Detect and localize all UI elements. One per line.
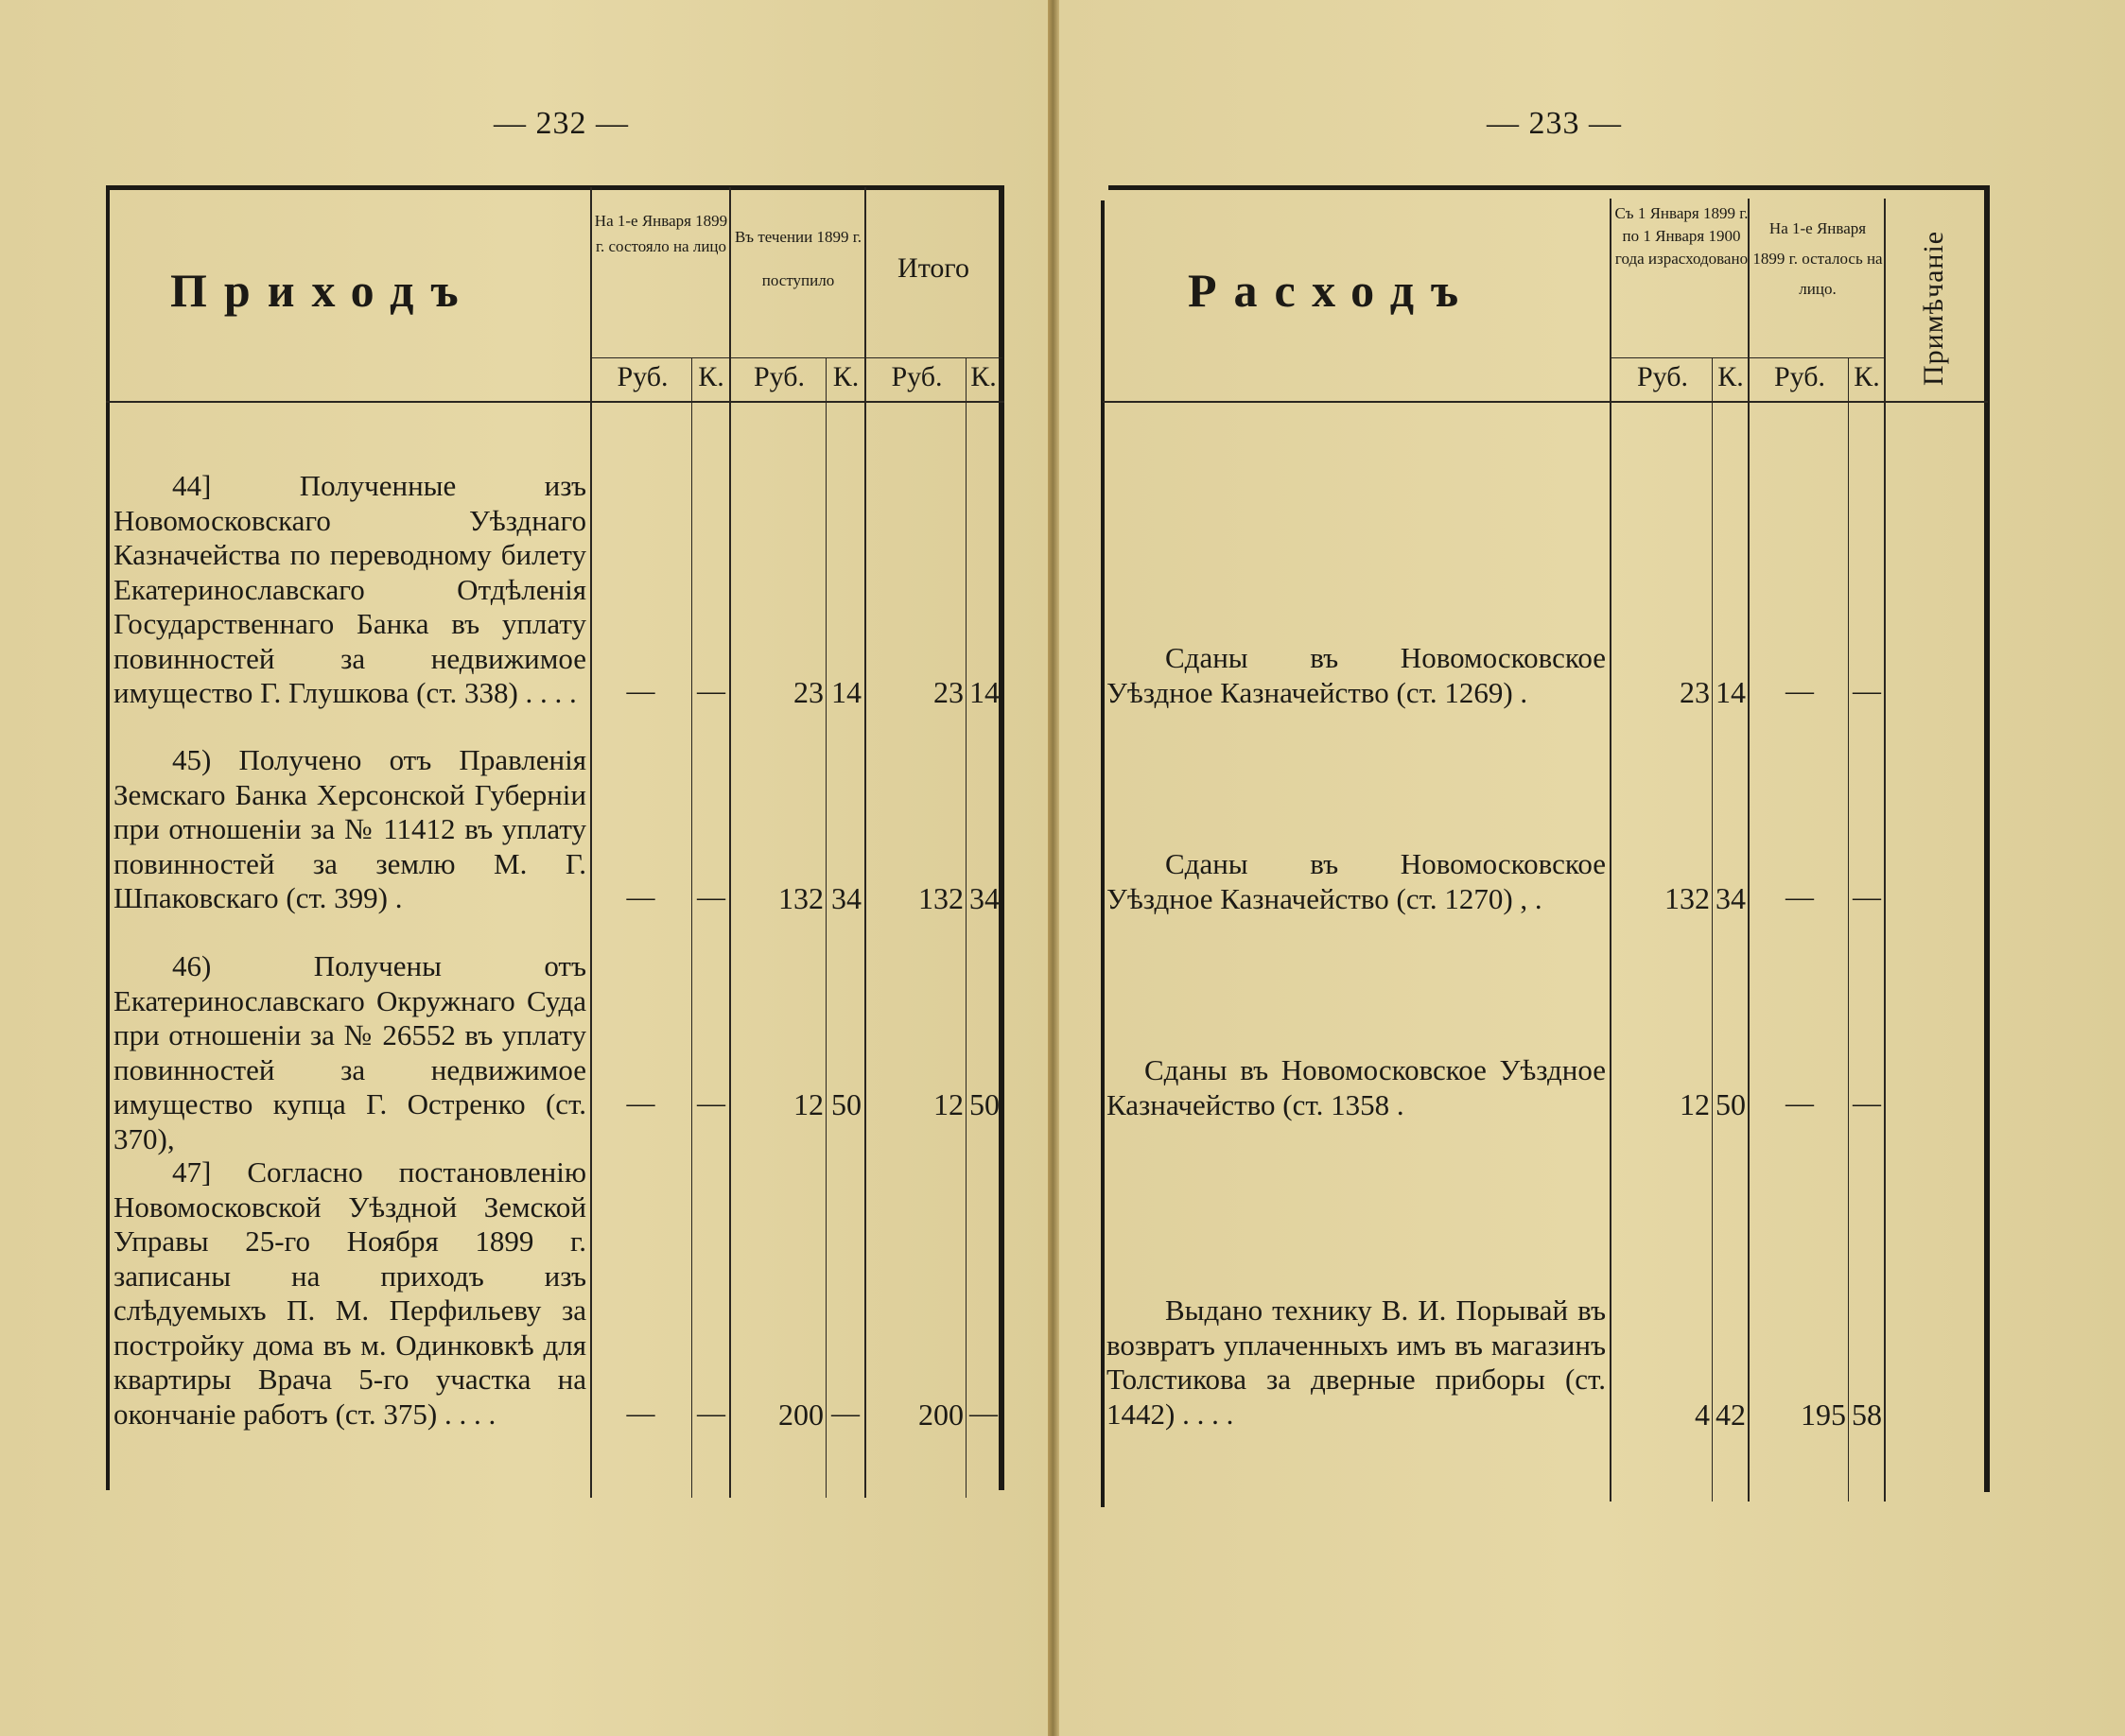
cell-start-rub: — — [626, 1397, 655, 1429]
cell-spent-kop: 42 — [1716, 1397, 1746, 1432]
expense-entry-text: Выдано технику В. И. Порывай въ возвратъ уплаченныхъ имъ въ магазинъ Толстикова за дверные приборы (ст. 1442) . . . . — [1106, 1293, 1606, 1431]
unit-rub: Руб. — [891, 361, 943, 392]
table-left-rule — [1101, 200, 1105, 1507]
cell-rem-kop: — — [1853, 1087, 1881, 1119]
table-top-rule — [106, 185, 1004, 190]
income-title: Приходъ — [170, 264, 476, 317]
cell-start-rub: — — [626, 675, 655, 706]
income-entry-text: 46) Получены отъ Екатеринославскаго Окружнаго Суда при отношеніи за № 26552 въ уплату повинностей за недвижимое имущество купца Г. Остренко (ст. 370), — [113, 949, 586, 1155]
col-sep — [691, 357, 692, 1498]
header-received: Въ течении 1899 г. поступило — [734, 228, 862, 289]
col-sep — [729, 187, 731, 1498]
col-sep — [1610, 199, 1611, 1502]
unit-kop: К. — [1854, 361, 1880, 392]
unit-rub: Руб. — [617, 361, 669, 392]
header-notes: Примѣчаніе — [1918, 230, 1949, 386]
cell-spent-rub: 12 — [1680, 1087, 1710, 1121]
header-balance-start: На 1-е Января 1899 г. состояло на лицо — [594, 212, 728, 255]
cell-spent-kop: 14 — [1716, 675, 1746, 709]
cell-start-kop: — — [697, 881, 725, 912]
cell-rem-rub: — — [1785, 675, 1814, 706]
header-total: Итого — [897, 252, 969, 284]
cell-total-rub: 23 — [933, 675, 964, 709]
cell-rem-rub: — — [1785, 881, 1814, 912]
cell-recv-kop: 34 — [831, 881, 862, 915]
cell-recv-kop: 50 — [831, 1087, 862, 1121]
cell-start-kop: — — [697, 1087, 725, 1119]
page-number-right: — 233 — — [1487, 106, 1622, 141]
units-rule — [1610, 357, 1884, 358]
cell-recv-rub: 200 — [778, 1397, 824, 1432]
cell-recv-kop: 14 — [831, 675, 862, 709]
units-rule — [590, 357, 1002, 358]
cell-recv-rub: 132 — [778, 881, 824, 915]
cell-recv-kop: — — [831, 1397, 860, 1429]
cell-total-kop: — — [969, 1397, 998, 1429]
unit-kop: К. — [970, 361, 997, 392]
unit-kop: К. — [1717, 361, 1744, 392]
col-sep — [1848, 357, 1849, 1502]
book-spine — [1048, 0, 1059, 1736]
cell-start-rub: — — [626, 881, 655, 912]
table-left-rule — [106, 185, 110, 1490]
cell-rem-rub: 195 — [1801, 1397, 1846, 1432]
cell-total-rub: 132 — [918, 881, 964, 915]
cell-spent-kop: 50 — [1716, 1087, 1746, 1121]
cell-rem-kop: 58 — [1852, 1397, 1882, 1432]
cell-total-kop: 34 — [969, 881, 1000, 915]
expense-title: Расходъ — [1188, 264, 1476, 317]
unit-rub: Руб. — [1773, 361, 1826, 392]
col-sep — [966, 357, 967, 1498]
cell-spent-rub: 4 — [1695, 1397, 1710, 1432]
header-bottom-rule — [106, 401, 1004, 403]
cell-total-rub: 200 — [918, 1397, 964, 1432]
col-sep — [826, 357, 827, 1498]
income-entry-text: 47] Согласно постановленію Новомосковской Уѣздной Земской Управы 25-го Ноября 1899 г. записаны на приходъ изъ слѣдуемыхъ П. М. Перфильеву за постройку дома въ м. Одинковкѣ для квартиры Врача 5-го участка на окончаніе работъ (ст. 375) . . . . — [113, 1155, 586, 1431]
cell-recv-rub: 23 — [793, 675, 824, 709]
cell-start-kop: — — [697, 1397, 725, 1429]
cell-rem-rub: — — [1785, 1087, 1814, 1119]
cell-recv-rub: 12 — [793, 1087, 824, 1121]
unit-rub: Руб. — [753, 361, 806, 392]
cell-rem-kop: — — [1853, 675, 1881, 706]
expense-entry-text: Сданы въ Новомосковское Уѣздное Казначейство (ст. 1270) , . — [1106, 847, 1606, 915]
expense-entry-text: Сданы въ Новомосковское Уѣздное Казначейство (ст. 1269) . — [1106, 641, 1606, 709]
cell-rem-kop: — — [1853, 881, 1881, 912]
header-balance-end: На 1-е Января 1899 г. осталось на лицо. — [1752, 219, 1883, 298]
header-bottom-rule — [1103, 401, 1988, 403]
income-entry-text: 44] Полученные изъ Новомосковскаго Уѣзднаго Казначейства по переводному билету Екатеринославскаго Отдѣленія Государственнаго Банка въ уплату повинностей за недвижимое имущество Г. Глушкова (ст. 338) . . . . — [113, 469, 586, 709]
cell-start-kop: — — [697, 675, 725, 706]
table-top-rule — [1108, 185, 1988, 190]
col-sep — [864, 187, 866, 1498]
header-spent: Съ 1 Января 1899 г. по 1 Января 1900 года израсходовано — [1614, 204, 1749, 268]
cell-spent-kop: 34 — [1716, 881, 1746, 915]
col-sep — [590, 187, 592, 1498]
income-entry-text: 45) Получено отъ Правленія Земскаго Банка Херсонской Губерніи при отношеніи за № 11412 въ уплату повинностей за землю М. Г. Шпаковскаго (ст. 399) . — [113, 743, 586, 914]
expense-entry-text: Сданы въ Новомосковское Уѣздное Казначейство (ст. 1358 . — [1106, 1053, 1606, 1121]
col-sep — [1712, 357, 1713, 1502]
page-number-left: — 232 — — [494, 106, 629, 141]
unit-kop: К. — [698, 361, 724, 392]
cell-spent-rub: 23 — [1680, 675, 1710, 709]
cell-start-rub: — — [626, 1087, 655, 1119]
cell-total-kop: 50 — [969, 1087, 1000, 1121]
unit-kop: К. — [832, 361, 860, 392]
cell-total-kop: 14 — [969, 675, 1000, 709]
cell-total-rub: 12 — [933, 1087, 964, 1121]
table-right-rule — [1984, 185, 1990, 1492]
col-sep — [1748, 199, 1750, 1502]
col-sep — [1884, 199, 1886, 1502]
cell-spent-rub: 132 — [1664, 881, 1710, 915]
unit-rub: Руб. — [1636, 361, 1689, 392]
